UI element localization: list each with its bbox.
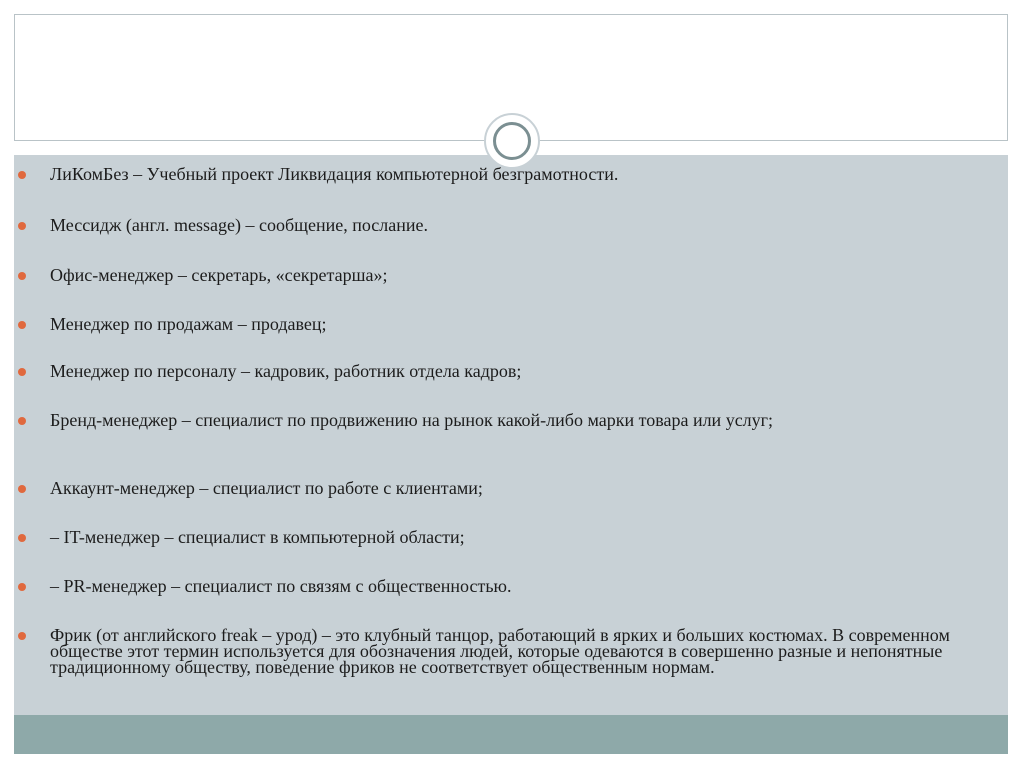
footer-band	[14, 715, 1008, 754]
dot-bullet-icon	[18, 485, 26, 493]
list-item-text: Менеджер по персоналу – кадровик, работник отдела кадров;	[50, 361, 522, 381]
dot-bullet-icon	[18, 632, 26, 640]
dot-bullet-icon	[18, 583, 26, 591]
dot-bullet-icon	[18, 222, 26, 230]
ring-inner	[493, 122, 531, 160]
list-item-text: Офис-менеджер – секретарь, «секретарша»;	[50, 265, 388, 285]
dot-bullet-icon	[18, 534, 26, 542]
dot-bullet-icon	[18, 272, 26, 280]
list-item-text: Менеджер по продажам – продавец;	[50, 314, 327, 334]
list-item-text: Бренд-менеджер – специалист по продвижению на рынок какой-либо марки товара или услуг;	[50, 410, 774, 430]
list-item-text: Мессидж (англ. message) – сообщение, послание.	[50, 215, 428, 235]
dot-bullet-icon	[18, 368, 26, 376]
list-item-text: – PR-менеджер – специалист по связям с общественностью.	[50, 576, 512, 596]
list-item-text: ЛиКомБез – Учебный проект Ликвидация компьютерной безграмотности.	[50, 164, 619, 184]
list-item-text: – IT-менеджер – специалист в компьютерной области;	[50, 527, 465, 547]
dot-bullet-icon	[18, 321, 26, 329]
dot-bullet-icon	[18, 171, 26, 179]
list-item-text: Фрик (от английского freak – урод) – это клубный танцор, работающий в ярких и больших костюмах. В современном обществе этот термин используется для обозначения людей, которые одеваются в совершенно разные и непонятные традиционному обществу, поведение фриков не соответствует общественным нормам.	[50, 625, 950, 677]
circle-ring-icon	[484, 113, 540, 169]
list-item-text: Аккаунт-менеджер – специалист по работе с клиентами;	[50, 478, 483, 498]
dot-bullet-icon	[18, 417, 26, 425]
